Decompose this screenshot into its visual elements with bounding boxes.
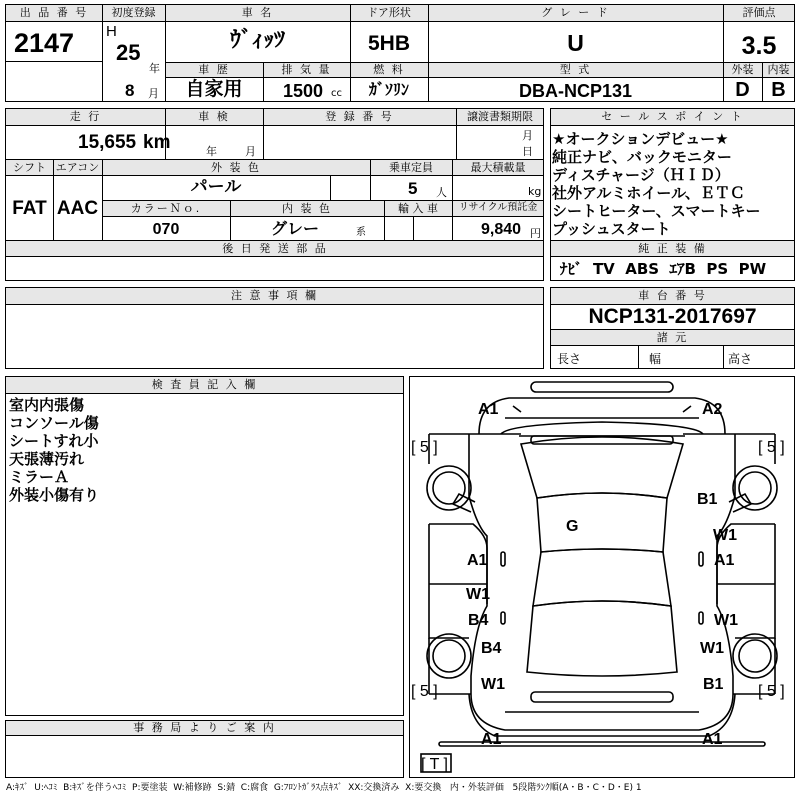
- exterior-color-label: 外 装 色: [211, 161, 261, 174]
- damage-mark: B4: [468, 612, 489, 629]
- inspector-title: 検 査 員 記 入 欄: [151, 378, 258, 391]
- lot-no-label: 出 品 番 号: [19, 6, 89, 19]
- fuel-value: ｶﾞｿﾘﾝ: [368, 80, 409, 99]
- spec-height-label: 高さ: [728, 352, 753, 366]
- chassis-title: 車 台 番 号: [638, 289, 707, 302]
- inspector-line: ミラーＡ: [9, 468, 70, 486]
- sales-line: 純正ナビ、バックモニター: [552, 148, 732, 166]
- damage-mark: W1: [714, 612, 738, 629]
- damage-mark: W1: [466, 586, 490, 603]
- transfer-day-unit: 日: [522, 145, 533, 158]
- car-diagram: [409, 376, 795, 778]
- inspector-line: コンソール傷: [9, 414, 99, 432]
- inspection-label: 車 検: [198, 110, 230, 123]
- recycle-value: 9,840: [481, 221, 522, 238]
- damage-mark: A1: [467, 552, 488, 569]
- import-label: 輸 入 車: [398, 202, 438, 215]
- era: H: [106, 23, 117, 40]
- door-type: 5HB: [367, 32, 410, 55]
- fuel-label: 燃 料: [373, 63, 405, 76]
- max-load-unit: kg: [528, 185, 542, 198]
- sales-line: プッシュスタート: [552, 220, 671, 238]
- interior-color-label: 内 装 色: [282, 202, 332, 215]
- spec-width-label: 幅: [649, 352, 662, 366]
- interior-color-value: グレー: [270, 219, 319, 238]
- tire-rear-right: [ 5 ]: [758, 683, 785, 700]
- damage-mark: A1: [478, 401, 499, 418]
- capacity-unit: 人: [436, 186, 447, 199]
- interior-label: 内装: [767, 63, 790, 76]
- inspection-year-unit: 年: [206, 145, 217, 158]
- shift-label: シフト: [13, 161, 46, 174]
- spec-length-label: 長さ: [557, 352, 582, 366]
- damage-mark: W1: [481, 676, 505, 693]
- registration-label: 登 録 番 号: [325, 110, 394, 123]
- history-label: 車 歴: [198, 63, 230, 76]
- mileage-label: 走 行: [69, 110, 102, 123]
- exterior-grade: D: [735, 79, 750, 101]
- equipment-value: ﾅﾋﾞ TV ABS ｴｱB PS PW: [560, 260, 767, 278]
- mileage-unit: km: [143, 132, 171, 153]
- damage-mark: B1: [703, 676, 724, 693]
- year-unit: 年: [149, 62, 160, 75]
- exterior-label: 外装: [731, 63, 754, 76]
- grade-label: グ レ ー ド: [541, 6, 610, 19]
- inspector-line: 外装小傷有り: [9, 486, 100, 504]
- transfer-month-unit: 月: [522, 129, 533, 142]
- notes-title: 注 意 事 項 欄: [231, 289, 318, 302]
- sales-line: ディスチャージ（ＨＩＤ）: [552, 166, 730, 184]
- month-unit: 月: [148, 87, 159, 100]
- specs-title: 諸 元: [656, 331, 689, 344]
- displacement-unit: cc: [331, 88, 342, 99]
- inspection-month-unit: 月: [245, 145, 256, 158]
- shift-value: FAT: [12, 198, 47, 219]
- reg-year: 25: [116, 40, 141, 65]
- displacement-value: 1500: [283, 81, 324, 101]
- later-parts-label: 後 日 発 送 部 品: [222, 242, 328, 255]
- legend: A:ｷｽﾞ U:ﾍｺﾐ B:ｷｽﾞを伴うﾍｺﾐ P:要塗装 W:補修跡 S:錆 C:腐食 G:ﾌﾛﾝﾄｶﾞﾗｽ点ｷｽﾞ XX:交換済み X:要交換 内・外装評価 5段階ﾗﾝｸ順(A・B・C・D・E) 1: [6, 783, 642, 793]
- aircon-value: AAC: [56, 198, 99, 219]
- reg-month: 8: [125, 81, 135, 100]
- recycle-unit: 円: [530, 227, 541, 240]
- tire-front-right: [ 5 ]: [758, 439, 785, 456]
- car-name: ｳﾞｨｯﾂ: [229, 28, 285, 53]
- damage-mark: W1: [700, 640, 724, 657]
- damage-mark: G: [566, 518, 579, 535]
- first-reg-label: 初度登録: [111, 6, 156, 19]
- tire-rear-left: [ 5 ]: [411, 683, 438, 700]
- damage-mark: A1: [714, 552, 735, 569]
- damage-mark: B4: [481, 640, 502, 657]
- sales-line: 社外アルミホイール、ＥＴＣ: [552, 184, 745, 202]
- max-load-label: 最大積載量: [470, 161, 526, 174]
- damage-mark: A1: [702, 731, 723, 748]
- equipment-title: 純 正 装 備: [638, 242, 707, 255]
- tire-front-left: [ 5 ]: [411, 439, 438, 456]
- transfer-deadline-label: 譲渡書類期限: [467, 110, 533, 123]
- tire-trunk: [ T ]: [421, 756, 448, 773]
- model-value: DBA-NCP131: [518, 81, 633, 101]
- damage-mark: A2: [702, 401, 723, 418]
- aircon-label: エアコン: [55, 161, 100, 174]
- history-value: 自家用: [185, 78, 243, 100]
- inspector-line: 天張薄汚れ: [9, 450, 85, 468]
- exterior-color-value: パール: [190, 177, 242, 197]
- recycle-label: リサイクル預託金: [458, 202, 538, 213]
- sales-point-title: セ ー ル ス ポ イ ン ト: [601, 110, 744, 123]
- score-label: 評価点: [742, 6, 776, 19]
- grade-value: U: [567, 30, 584, 56]
- damage-mark: B1: [697, 491, 718, 508]
- car-name-label: 車 名: [241, 6, 274, 19]
- office-title: 事 務 局 よ り ご 案 内: [133, 721, 276, 734]
- capacity-value: 5: [408, 179, 418, 198]
- score-value: 3.5: [741, 32, 777, 60]
- model-label: 型 式: [559, 63, 592, 76]
- interior-grade: B: [771, 79, 786, 101]
- color-no-value: 070: [152, 221, 180, 238]
- damage-mark: W1: [713, 527, 737, 544]
- interior-color-suffix: 系: [356, 227, 366, 238]
- sales-line: シートヒーター、スマートキー: [552, 202, 761, 220]
- chassis-number: NCP131-2017697: [588, 305, 757, 328]
- lot-number: 2147: [14, 28, 75, 58]
- displacement-label: 排 気 量: [281, 63, 332, 76]
- color-no-label: カラーＮｏ.: [130, 202, 202, 215]
- inspector-line: 室内内張傷: [9, 396, 85, 414]
- inspector-line: シートすれ小: [9, 432, 99, 450]
- damage-mark: A1: [481, 731, 502, 748]
- door-type-label: ドア形状: [367, 6, 411, 19]
- capacity-label: 乗車定員: [389, 161, 433, 174]
- sales-line: ★オークションデビュー★: [552, 130, 729, 148]
- mileage-value: 15,655: [78, 132, 137, 153]
